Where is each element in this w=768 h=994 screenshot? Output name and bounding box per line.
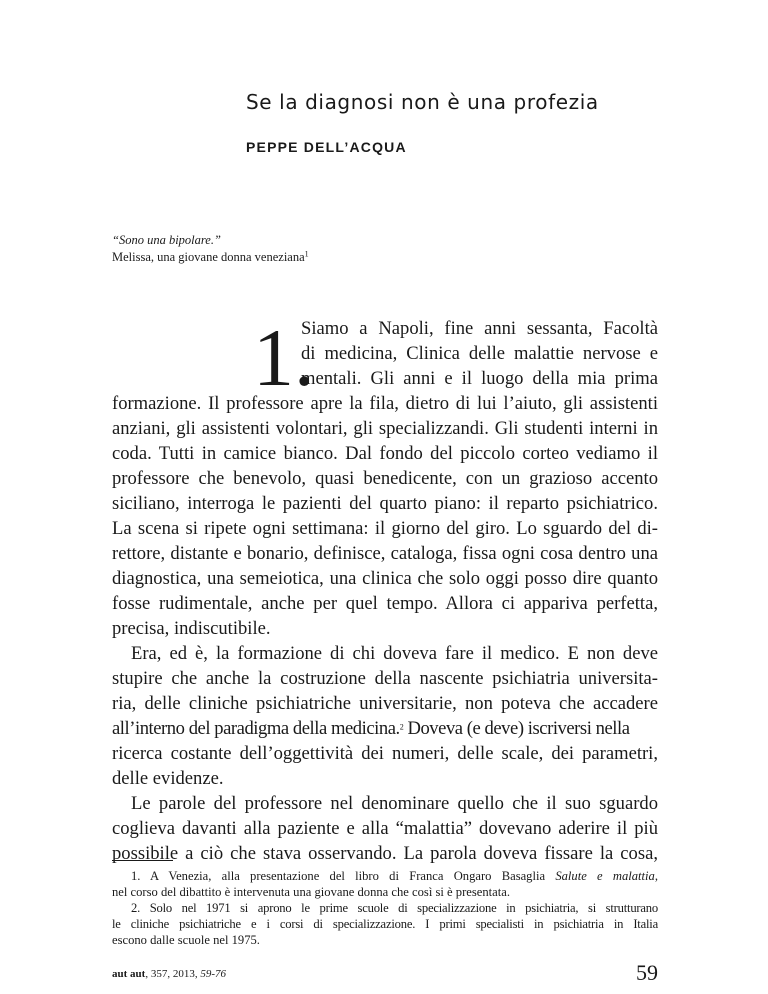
body-line: siciliano, interroga le pazienti del quarto piano: il reparto psichiatrico. [112, 493, 658, 514]
body-line: coglieva davanti alla paziente e alla “malattia” dovevano aderire il più [112, 818, 658, 839]
footnote-1-text: 1. A Venezia, alla presentazione del libro di Franca Ongaro Basaglia [131, 869, 556, 883]
body-line: mentali. Gli anni e il luogo della mia prima [301, 368, 658, 389]
body-line-part: all’interno del paradigma della medicina. [112, 718, 400, 739]
footnote-separator [112, 860, 173, 861]
article-title: Se la diagnosi non è una profezia [246, 90, 599, 114]
body-line: anziani, gli assistenti volontari, gli specializzandi. Gli studenti interni in [112, 418, 658, 439]
journal-citation [112, 968, 226, 980]
body-line: possibile a ciò che stava osservando. La parola doveva fissare la cosa, [112, 843, 658, 864]
article-author: PEPPE DELL’ACQUA [246, 139, 407, 155]
footnote-ref-2: 2 [399, 722, 404, 732]
body-line [112, 716, 658, 741]
body-line: coda. Tutti in camice bianco. Dal fondo del piccolo corteo vediamo il [112, 443, 658, 464]
body-line: di medicina, Clinica delle malattie nervose e [301, 343, 658, 364]
epigraph [112, 232, 309, 266]
body-line: rettore, distante e bonario, definisce, cataloga, fissa ogni cosa dentro una [112, 543, 658, 564]
body-line: formazione. Il professore apre la fila, dietro di lui l’aiuto, gli assistenti [112, 393, 658, 414]
footnote-ref-1: 1 [304, 249, 309, 259]
body-line: diagnostica, una semeiotica, una clinica che solo oggi posso dire quanto [112, 568, 658, 589]
body-line: fosse rudimentale, anche per quel tempo. Allora ci appariva perfetta, [112, 593, 658, 614]
epigraph-attribution: Melissa, una giovane donna veneziana [112, 250, 305, 264]
section-dropcap: 1. [253, 312, 315, 403]
journal-issue: , 357, 2013, [145, 968, 201, 980]
body-line: Le parole del professore nel denominare quello che il suo sguardo [131, 793, 658, 814]
footnote-line: le cliniche psichiatriche e i corsi di specializzazione. I primi specialisti in psichiatria in Italia [112, 917, 658, 931]
body-line: stupire che anche la costruzione della nascente psichiatria universita- [112, 668, 658, 689]
body-line: ria, delle cliniche psichiatriche universitarie, non poteva che accadere [112, 693, 658, 714]
journal-name: aut aut [112, 968, 146, 980]
body-line: Era, ed è, la formazione di chi doveva fare il medico. E non deve [131, 643, 658, 664]
body-line: ricerca costante dell’oggettività dei numeri, delle scale, dei parametri, [112, 743, 658, 764]
page-number: 59 [636, 960, 658, 985]
footnote-line: 2. Solo nel 1971 si aprono le prime scuole di specializzazione in psichiatria, si strutturano [131, 901, 658, 915]
article-pages: 59-76 [200, 968, 226, 980]
body-line: precisa, indiscutibile. [112, 618, 271, 639]
footnote-line [131, 868, 658, 884]
epigraph-attribution-line [112, 249, 309, 266]
footnote-1-punct: , [654, 869, 658, 883]
footnote-line: escono dalle scuole nel 1975. [112, 933, 260, 947]
body-line: professore che benevolo, quasi benedicente, con un grazioso accento [112, 468, 658, 489]
footnote-1-book-title: Salute e malattia [555, 869, 655, 883]
epigraph-quote: “Sono una bipolare.” [112, 233, 221, 247]
footnote-line: nel corso del dibattito è intervenuta una giovane donna che così si è presentata. [112, 885, 510, 899]
body-line: La scena si ripete ogni settimana: il giorno del giro. Lo sguardo del di- [112, 518, 658, 539]
body-line-part: Doveva (e deve) iscriversi nella [403, 718, 630, 739]
body-line: delle evidenze. [112, 768, 224, 789]
body-line: Siamo a Napoli, fine anni sessanta, Facoltà [301, 318, 658, 339]
